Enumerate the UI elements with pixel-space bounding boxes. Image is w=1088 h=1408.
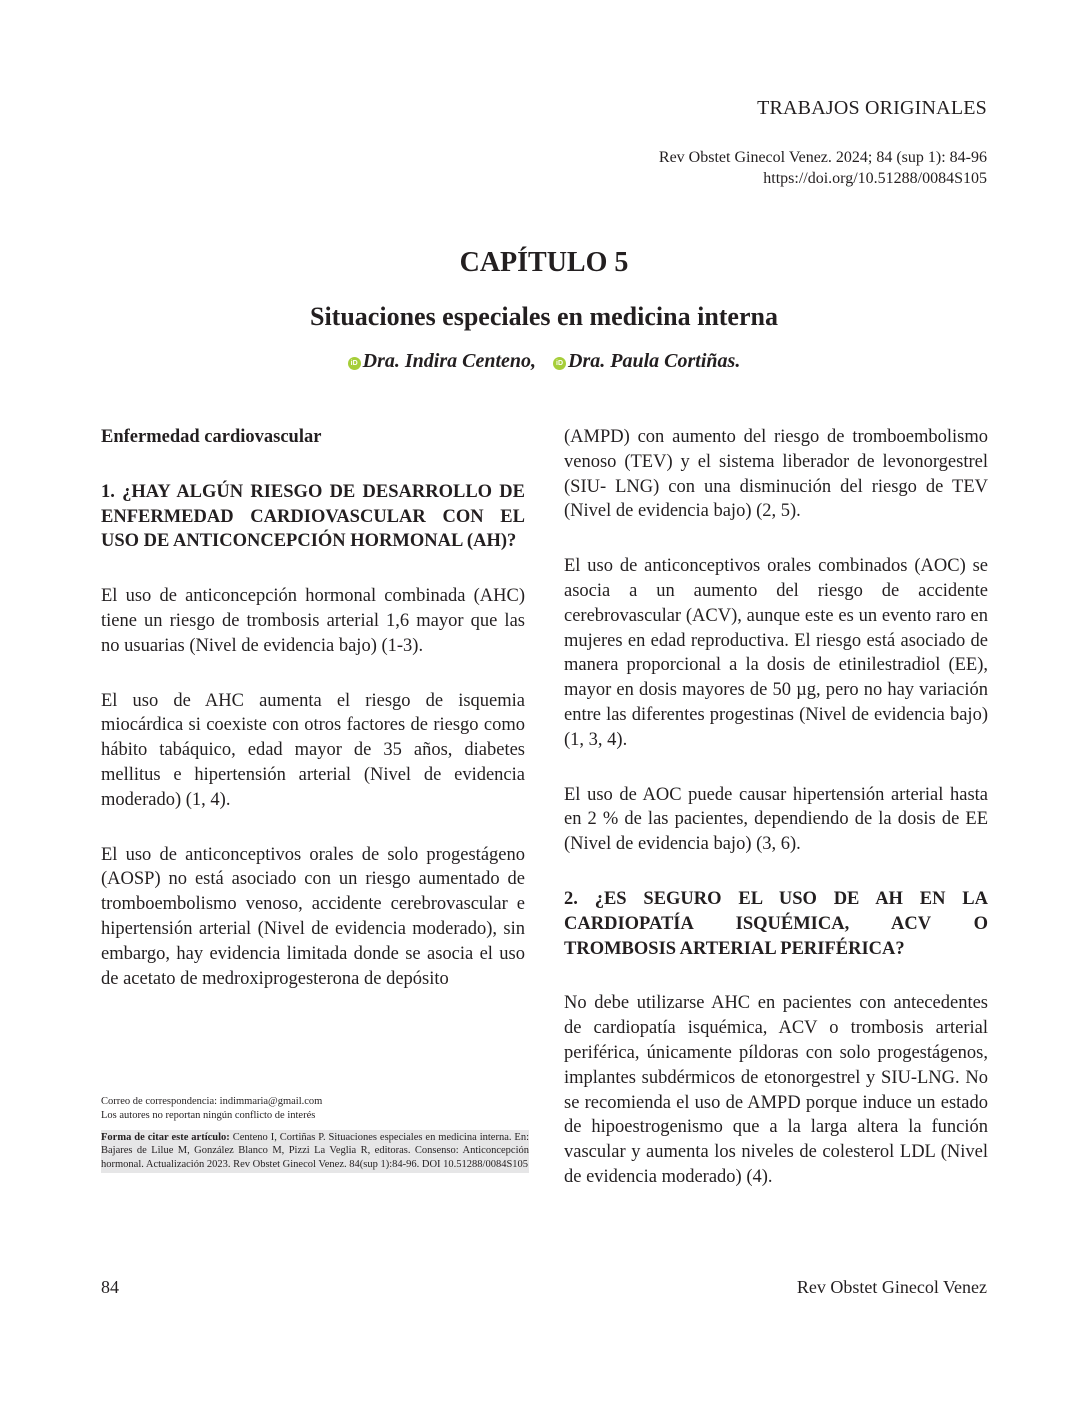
journal-citation [659, 147, 987, 189]
author-name: Dra. Paula Cortiñas. [568, 350, 741, 372]
section-heading: Enfermedad cardiovascular [101, 427, 322, 447]
cite-text: Centeno I, Cortiñas P. Situaciones especiales en medicina interna. En: Bajares de Lilue M, González Blanco M, Pizzi La Veglia R, editoras. Consenso: Anticoncepción hormonal. Actualización 2023. Rev Obstet Ginecol Venez. 84(sup 1):84-96. DOI 10.51288/0084S105 [101, 1132, 530, 1170]
conflict-statement: Los autores no reportan ningún conflicto de interés [101, 1109, 316, 1121]
page-number: 84 [101, 1277, 119, 1297]
section-label: TRABAJOS ORIGINALES [757, 97, 987, 119]
footnotes [101, 1095, 529, 1122]
author-list [0, 350, 1088, 373]
paragraph: El uso de AOC puede causar hipertensión arterial hasta en 2 % de las pacientes, dependiendo de la dosis de EE (Nivel de evidencia bajo) (3, 6). [564, 784, 988, 855]
paragraph: El uso de anticonceptivos orales combinados (AOC) se asocia a un aumento del riesgo de accidente cerebrovascular (ACV), aunque este es un evento raro en mujeres en edad reproductiva. El riesgo está asociado de manera proporcional a la dosis de etinilestradiol (EE), mayor en dosis mayores de 50 µg, pero no hay variación entre las diferentes progestinas (Nivel de evidencia bajo) (1, 3, 4). [564, 556, 988, 750]
paragraph: El uso de anticonceptivos orales de solo progestágeno (AOSP) no está asociado con un riesgo aumentado de tromboembolismo venoso, accidente cerebrovascular e hipertensión arterial (Nivel de evidencia moderado), sin embargo, hay evidencia limitada donde se asocia el uso de acetato de medroxiprogesterona de depósito [101, 844, 525, 989]
correspondence-email: Correo de correspondencia: indimmaria@gmail.com [101, 1096, 323, 1107]
paragraph: (AMPD) con aumento del riesgo de tromboembolismo venoso (TEV) y el sistema liberador de levonorgestrel (SIU- LNG) con una disminución del riesgo de TEV (Nivel de evidencia bajo) (2, 5). [564, 427, 988, 522]
chapter-subtitle: Situaciones especiales en medicina interna [310, 302, 778, 331]
cite-label: Forma de citar este artículo: [101, 1132, 230, 1143]
paragraph: El uso de AHC aumenta el riesgo de isquemia miocárdica si coexiste con otros factores de riesgo como hábito tabáquico, edad mayor de 35 años, diabetes mellitus e hipertensión arterial (Nivel de evidencia moderado) (1, 4). [101, 690, 525, 810]
left-column [101, 425, 525, 1021]
question-heading: 1. ¿HAY ALGÚN RIESGO DE DESARROLLO DE ENFERMEDAD CARDIOVASCULAR CON EL USO DE ANTICONCEPCIÓN HORMONAL (AH)? [101, 481, 525, 552]
chapter-title: CAPÍTULO 5 [459, 247, 629, 278]
author-2 [553, 350, 740, 373]
author-name: Dra. Indira Centeno, [362, 350, 537, 372]
author-1 [348, 350, 536, 373]
orcid-icon[interactable]: iD [553, 357, 566, 370]
right-column [564, 425, 988, 1220]
footer-journal: Rev Obstet Ginecol Venez [796, 1277, 987, 1297]
orcid-icon[interactable]: iD [348, 357, 361, 370]
doi-link[interactable]: https://doi.org/10.51288/0084S105 [763, 170, 987, 187]
question-heading: 2. ¿ES SEGURO EL USO DE AH EN LA CARDIOPATÍA ISQUÉMICA, ACV O TROMBOSIS ARTERIAL PERIFÉRICA? [564, 888, 988, 959]
how-to-cite-box [101, 1130, 529, 1173]
citation-line: Rev Obstet Ginecol Venez. 2024; 84 (sup 1): 84-96 [658, 149, 987, 166]
paragraph: El uso de anticoncepción hormonal combinada (AHC) tiene un riesgo de trombosis arterial 1,6 mayor que las no usuarias (Nivel de evidencia bajo) (1-3). [101, 586, 525, 656]
paragraph: No debe utilizarse AHC en pacientes con antecedentes de cardiopatía isquémica, ACV o trombosis arterial periférica, únicamente píldoras con solo progestágenos, implantes subdérmicos de etonorgestrel y SIU-LNG. No se recomienda el uso de AMPD porque induce un estado de hipoestrogenismo que a la larga altera la función vascular y aumenta los niveles de colesterol LDL (Nivel de evidencia moderado) (4). [564, 993, 988, 1187]
